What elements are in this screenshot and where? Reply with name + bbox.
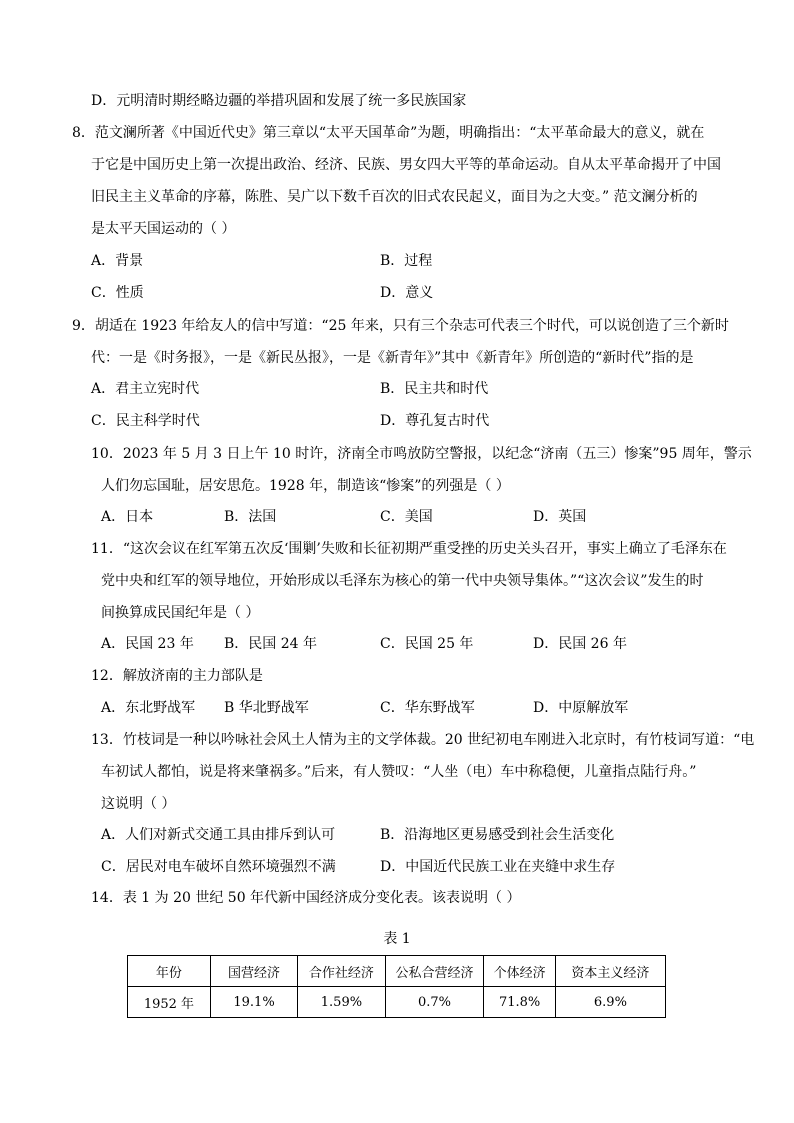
answer-option-q13C: C．居民对电车破坏自然环境强烈不满	[101, 859, 336, 875]
table-header-cell: 年份	[128, 956, 211, 987]
question-line-q13b: 车初试人都怕，说是将来肇祸多。”后来，有人赞叹：“人坐（电）车中称稳便，儿童指点陆行舟。”	[101, 764, 697, 780]
question-line-q11c: 间换算成民国纪年是（ ）	[101, 605, 260, 621]
answer-option-q10A: A．日本	[101, 509, 154, 525]
question-line-q8b: 于它是中国历史上第一次提出政治、经济、民族、男女四大平等的革命运动。自从太平革命揭开了中国	[91, 157, 721, 173]
table-cell: 71.8%	[484, 987, 556, 1018]
answer-option-q13A: A．人们对新式交通工具由排斥到认可	[101, 827, 336, 843]
table-row	[128, 987, 666, 1018]
answer-option-q11A: A．民国 23 年	[101, 636, 194, 652]
answer-option-q8C: C．性质	[91, 285, 144, 301]
answer-option-q8D: D．意义	[380, 285, 434, 301]
table-header-cell: 国营经济	[210, 956, 297, 987]
table-header-cell: 资本主义经济	[555, 956, 665, 987]
question-line-q11b: 党中央和红军的领导地位，开始形成以毛泽东为核心的第一代中央领导集体。”“这次会议”发生的时	[101, 573, 704, 589]
answer-option-q11B: B．民国 24 年	[224, 636, 318, 652]
table-header-cell: 个体经济	[484, 956, 556, 987]
question-line-q8c: 旧民主主义革命的序幕，陈胜、吴广以下数千百次的旧式农民起义，面目为之大变。” 范文澜分析的	[91, 189, 698, 205]
question-line-q9b: 代：一是《时务报》，一是《新民丛报》，一是《新青年》”其中《新青年》所创造的“新时代”指的是	[91, 350, 694, 366]
table-header-cell: 合作社经济	[298, 956, 385, 987]
answer-option-q10D: D．英国	[533, 509, 587, 525]
question-line-q10a: 10．2023 年 5 月 3 日上午 10 时许，济南全市鸣放防空警报，以纪念“济南（五三）惨案”95 周年，警示	[91, 446, 752, 462]
table-cell: 6.9%	[555, 987, 665, 1018]
answer-option-q13B: B．沿海地区更易感受到社会生活变化	[380, 827, 615, 843]
table-cell: 19.1%	[210, 987, 297, 1018]
answer-option-q10C: C．美国	[380, 509, 433, 525]
question-line-q12a: 12．解放济南的主力部队是	[91, 668, 263, 684]
answer-option-q12A: A．东北野战军	[101, 700, 196, 716]
answer-option-q8A: A．背景	[91, 253, 144, 269]
economy-table	[127, 955, 666, 1018]
answer-option-q12D: D．中原解放军	[533, 700, 629, 716]
question-line-q8a: 8．范文澜所著《中国近代史》第三章以“太平天国革命”为题，明确指出：“太平革命最大的意义，就在	[72, 125, 705, 141]
question-line-q14a: 14．表 1 为 20 世纪 50 年代新中国经济成分变化表。该表说明（ ）	[91, 890, 521, 906]
table-cell: 0.7%	[385, 987, 484, 1018]
answer-option-q11C: C．民国 25 年	[380, 636, 474, 652]
answer-option-q9C: C．民主科学时代	[91, 413, 200, 429]
answer-option-q10B: B．法国	[224, 509, 277, 525]
answer-option-q9A: A．君主立宪时代	[91, 381, 200, 397]
table-cell: 1.59%	[298, 987, 385, 1018]
table-caption: 表 1	[383, 931, 411, 947]
question-line-q9a: 9．胡适在 1923 年给友人的信中写道：“25 年来，只有三个杂志可代表三个时代，可以说创造了三个新时	[72, 318, 729, 334]
table-cell: 1952 年	[128, 987, 211, 1018]
answer-option-q9D: D．尊孔复古时代	[380, 413, 490, 429]
answer-option-q12B: B 华北野战军	[224, 700, 309, 716]
question-line-q8d: 是太平天国运动的（ ）	[91, 221, 236, 237]
question-line-q11a: 11．“这次会议在红军第五次反‘围剿’失败和长征初期严重受挫的历史关头召开，事实上确立了毛泽东在	[91, 541, 727, 557]
answer-option-q12C: C．华东野战军	[380, 700, 475, 716]
answer-option-q11D: D．民国 26 年	[533, 636, 627, 652]
table-header-cell: 公私合营经济	[385, 956, 484, 987]
answer-option-q9B: B．民主共和时代	[380, 381, 489, 397]
question-line-q13c: 这说明（ ）	[101, 796, 176, 812]
question-line-q13a: 13．竹枝词是一种以吟咏社会风土人情为主的文学体裁。20 世纪初电车刚进入北京时，有竹枝词写道：“电	[91, 732, 755, 748]
question-line-q10b: 人们勿忘国耻，居安思危。1928 年，制造该“惨案”的列强是（ ）	[101, 478, 510, 494]
table-header-row	[128, 956, 666, 987]
question-line-q7d: D．元明清时期经略边疆的举措巩固和发展了统一多民族国家	[91, 93, 467, 109]
answer-option-q13D: D．中国近代民族工业在夹缝中求生存	[380, 859, 616, 875]
answer-option-q8B: B．过程	[380, 253, 433, 269]
